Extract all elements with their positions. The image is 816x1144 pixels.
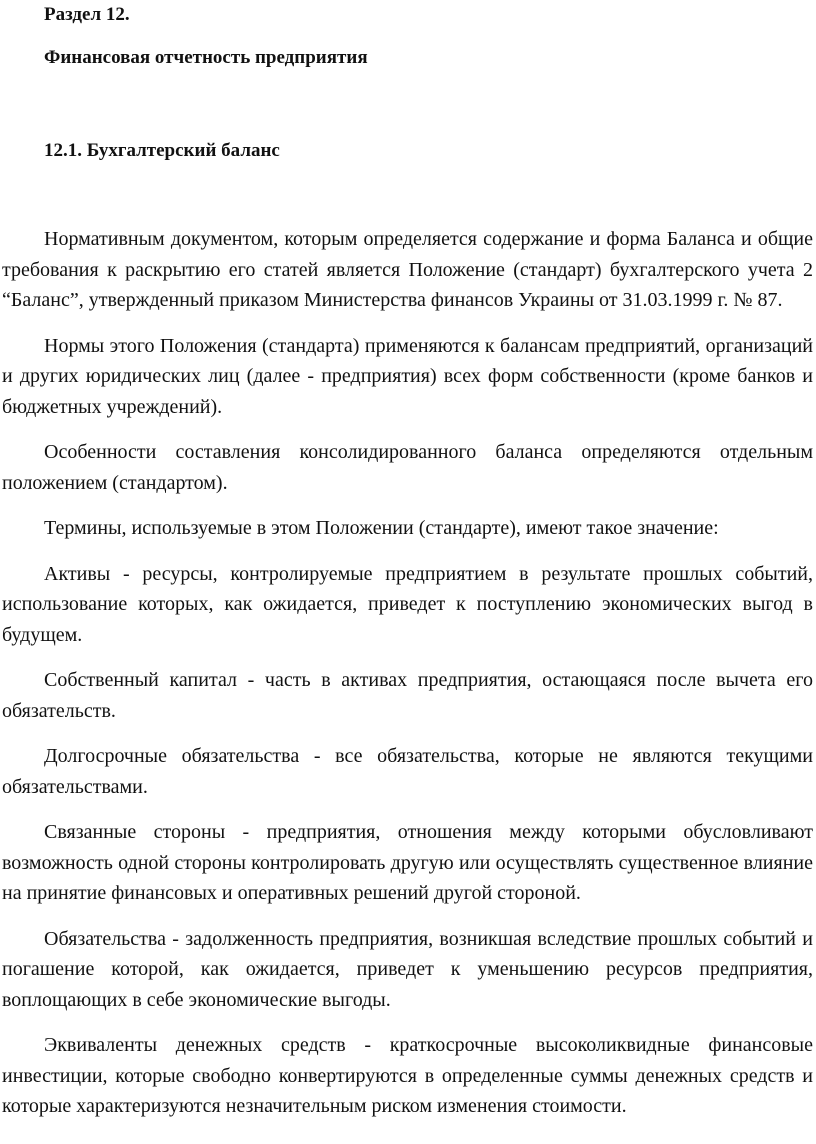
paragraph-consolidated: Особенности составления консолидированного баланса определяются отдельным положением (стандартом). [2, 441, 813, 494]
paragraph-cash-equivalents: Эквиваленты денежных средств - краткосрочные высоколиквидные финансовые инвестиции, которые свободно конвертируются в определенные суммы денежных средств и которые характеризуются незначительным риском изменения стоимости. [2, 1034, 813, 1117]
section-title: Финансовая отчетность предприятия [44, 47, 368, 68]
document-body [2, 224, 813, 1122]
paragraph-scope: Нормы этого Положения (стандарта) применяются к балансам предприятий, организаций и других юридических лиц (далее - предприятия) всех форм собственности (кроме банков и бюджетных учреждений). [2, 334, 813, 418]
paragraph-related-parties: Связанные стороны - предприятия, отношения между которыми обусловливают возможность одной стороны контролировать другую или осуществлять существенное влияние на принятие финансовых и оперативных решений другой стороной. [2, 821, 813, 904]
paragraph-regulation: Нормативным документом, которым определяется содержание и форма Баланса и общие требования к раскрытию его статей является Положение (стандарт) бухгалтерского учета 2 “Баланс”, утвержденный приказом Министерства финансов Украины от 31.03.1999 г. № 87. [2, 228, 813, 311]
paragraph-long-term-liabilities: Долгосрочные обязательства - все обязательства, которые не являются текущими обязательствами. [2, 745, 813, 798]
paragraph-assets: Активы - ресурсы, контролируемые предприятием в результате прошлых событий, использование которых, как ожидается, приведет к поступлению экономических выгод в будущем. [2, 562, 813, 646]
subsection-title: 12.1. Бухгалтерский баланс [44, 140, 280, 161]
paragraph-equity: Собственный капитал - часть в активах предприятия, остающаяся после вычета его обязательств. [2, 669, 813, 722]
paragraph-liabilities: Обязательства - задолженность предприятия, возникшая вследствие прошлых событий и погашение которой, как ожидается, приведет к уменьшению ресурсов предприятия, воплощающих в себе экономические выгоды. [2, 927, 813, 1011]
paragraph-terms-intro: Термины, используемые в этом Положении (стандарте), имеют такое значение: [44, 517, 719, 539]
section-label: Раздел 12. [44, 4, 130, 25]
